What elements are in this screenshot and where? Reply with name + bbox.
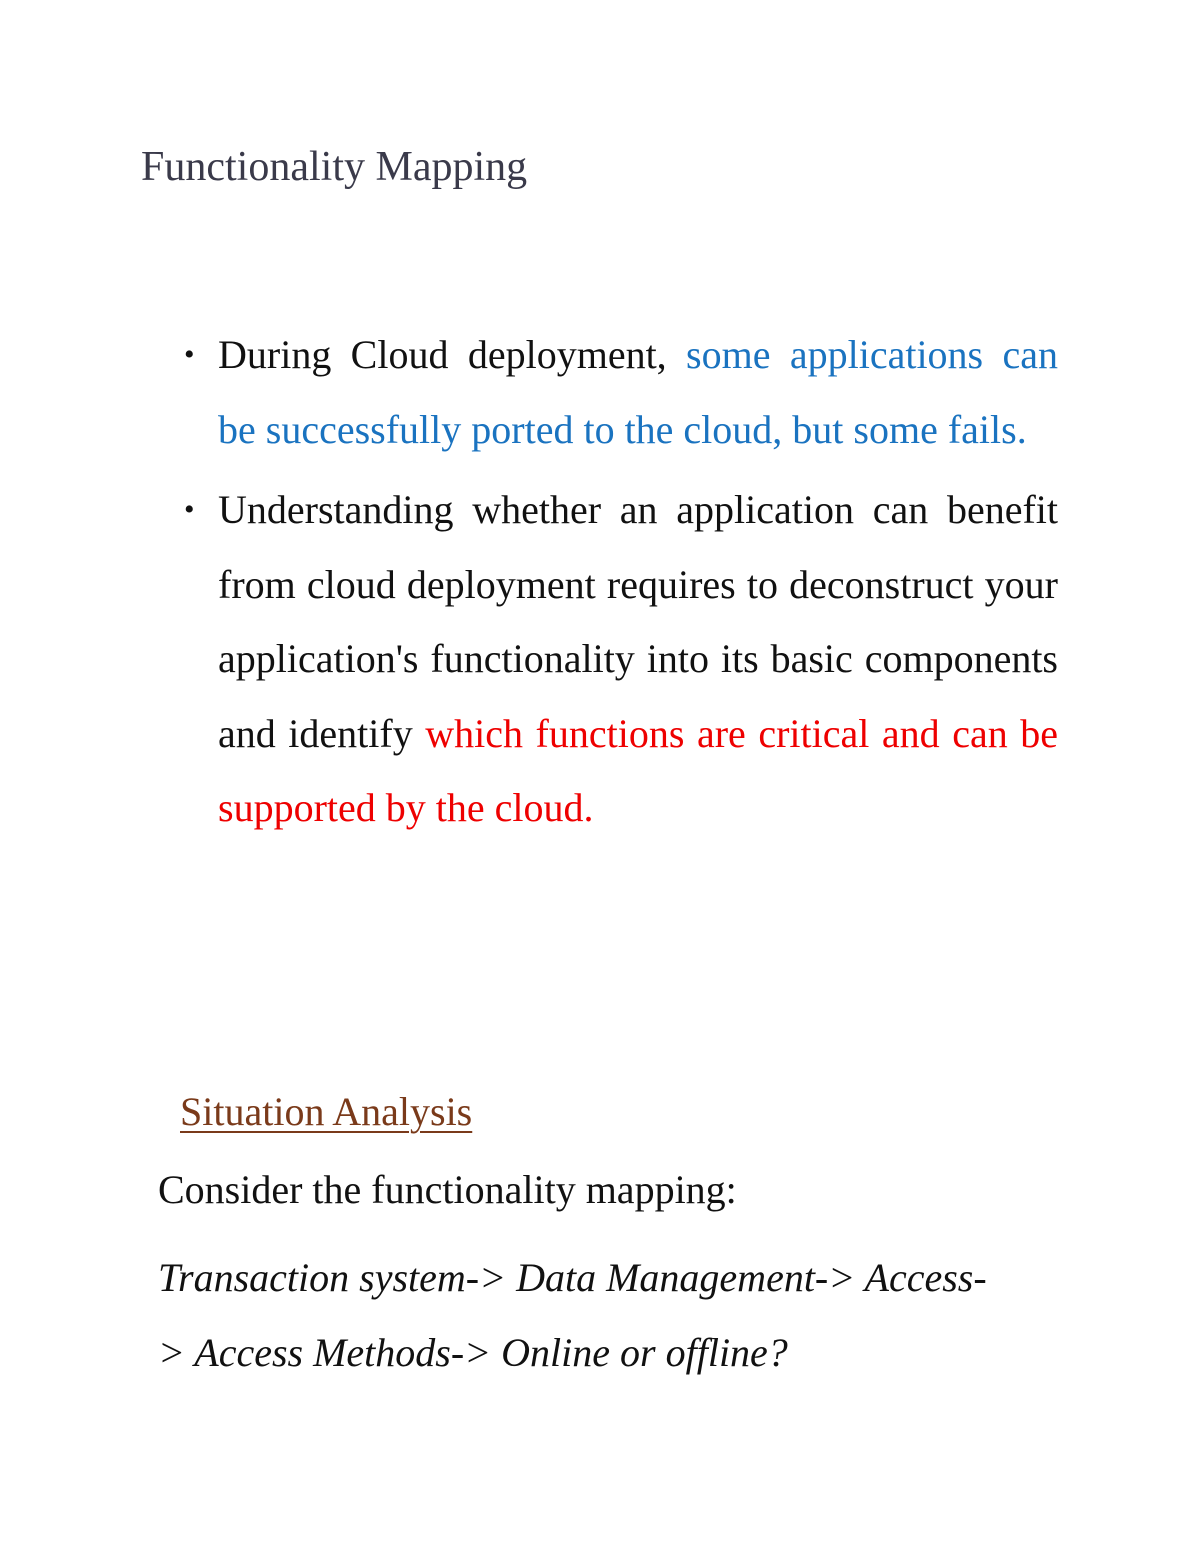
bullet-icon: • — [184, 338, 195, 371]
bullet-list — [184, 318, 1058, 852]
mapping-line-1: Transaction system-> Data Management-> Access- — [158, 1255, 987, 1300]
intro-text: Consider the functionality mapping: — [158, 1167, 737, 1212]
bullet-icon: • — [184, 493, 195, 526]
bullet-text-highlight-red: which functions are critical and can be supported by the cloud. — [218, 710, 1058, 830]
functionality-mapping-text — [158, 1240, 1058, 1390]
bullet-text-plain: Understanding whether an application can benefit from cloud deployment requires to deconstruct your application's functionality into its basic components and identify — [218, 487, 1058, 756]
bullet-item-cloud-deployment — [184, 318, 1058, 467]
bullet-text-highlight-blue: some applications can be successfully ported to the cloud, but some fails. — [218, 332, 1058, 452]
mapping-line-2: > Access Methods-> Online or offline? — [158, 1330, 788, 1375]
bullet-text-plain: During Cloud deployment, — [218, 332, 687, 377]
section-heading-situation-analysis: Situation Analysis — [180, 1089, 473, 1134]
bullet-item-understanding — [184, 473, 1058, 846]
page-title: Functionality Mapping — [141, 144, 528, 190]
